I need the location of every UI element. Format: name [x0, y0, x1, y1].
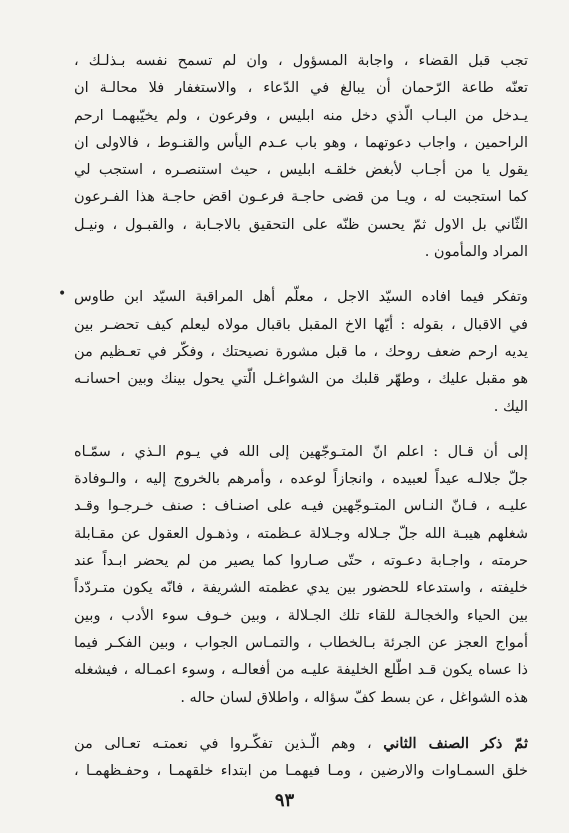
- text-line: اليك .: [493, 398, 528, 415]
- text-line-rest: ، وهم الّـذين تفكّـروا في نعمتـه تعـالى من: [74, 735, 372, 752]
- page-number: ٩٣: [274, 790, 295, 811]
- text-line: عليـه ، فـانّ النـاس المتـوجّهين فيـه على اصنـاف : صنف خـرجـوا وقـد: [74, 498, 528, 515]
- text-line: خليفته ، واستدعاء للحضور بين يدي عظمته الشريفة ، فانّه يكون متـردّداً: [74, 580, 528, 597]
- text-line: يديه ارحم ضعف روحك ، ما قبل مشورة نصيحتك ، وفكّر في تعـظيم من: [74, 343, 528, 360]
- text-line: ذا عساه يكون قـد اطّلع الخليفة عليـه من أفعالـه ، وسوء اعمـاله ، فيشغله: [74, 662, 528, 679]
- text-line: يـدخل من البـاب الّذي دخل منه ابليس ، وفرعون ، ولم يخيّبهمـا ارحم: [74, 107, 528, 124]
- text-line: بين الحياء والخجالـة للقاء تلك الجـلالة ، وبين خـوف سوء الأدب ، وبين: [74, 607, 528, 624]
- text-line: [74, 730, 528, 758]
- text-line: الراحمين ، واجاب دعوتهما ، وهو باب عـدم اليأس والقنـوط ، فالاولى ان: [74, 134, 528, 151]
- paragraph-2: [74, 284, 528, 420]
- text-line: كما استجبت له ، ويـا من قضى حاجـة فرعـون اقض حاجـة هذا الفـرعون: [74, 189, 528, 206]
- text-line: حرمته ، واجـابة دعـوته ، حتّى صـاروا كما يصير من لم يحضر ابـداً عند: [74, 553, 528, 570]
- paragraph-3: [74, 439, 528, 712]
- text-line: جلّ جلالـه عيداً لعبيده ، وانجازاً لوعده ، وأمرهم بالخروج إليه ، والـوفادة: [74, 471, 528, 488]
- paragraph-1: [74, 48, 528, 266]
- text-line: وتفكر فيما افاده السيّد الاجل ، معلّم أهل المراقبة السيّد ابن طاوس: [74, 289, 528, 306]
- text-line: تجب قبل القضاء ، واجابة المسؤول ، وان لم تسمح نفسه بـذلـك ،: [74, 53, 528, 69]
- text-line: أمواج العجز عن الجرئة بـالخطاب ، والتمـاس الجواب ، وبين الفكـر فيما: [74, 634, 528, 651]
- text-line: شغلهم هيبـة الله جلّ جـلاله وجـلالة عـظمته ، وذهـول العقول عن مقـابلة: [74, 525, 528, 542]
- text-line: المراد والمأمون .: [424, 244, 528, 261]
- text-line: هذه الشواغل ، عن بسط كفّ سؤاله ، واطلاق لسان حاله .: [180, 689, 528, 706]
- text-line: إلى أن قـال : اعلم انّ المتـوجّهين إلى الله في يـوم الـذي ، سمّـاه: [74, 443, 528, 460]
- text-body: [74, 48, 528, 785]
- section-heading: ثمّ ذكر الصنف الثاني: [383, 734, 528, 752]
- text-line: خلق السمـاوات والارضين ، ومـا فيهمـا من ابتداء خلقهمـا ، وحفـظهمـا ،: [74, 763, 528, 780]
- text-line: هو مقبل عليك ، وطهّر قلبك من الشواغـل الّتي يحول بينك وبين احسانـه: [74, 371, 528, 388]
- margin-mark: •: [58, 286, 67, 302]
- paragraph-4: [74, 730, 528, 786]
- text-line: يقول يا من أجـاب لأبغض خلقـه ابليس ، حيث استنصـره ، استجب لي: [74, 162, 528, 179]
- text-line: الثّاني بل الاول ثمّ يحسن ظنّه على التحقيق بالاجـابة ، والقبـول ، ونيـل: [74, 216, 528, 233]
- text-line: تعنّه طاعة الرّحمان أن يبالغ في الدّعاء ، والاستغفار فلا محالـة ان: [74, 80, 528, 97]
- text-line: في الاقبال ، بقوله : أيّها الاخ المقبل باقبال مولاه ليعلم كيف تحضـر بين: [74, 316, 528, 333]
